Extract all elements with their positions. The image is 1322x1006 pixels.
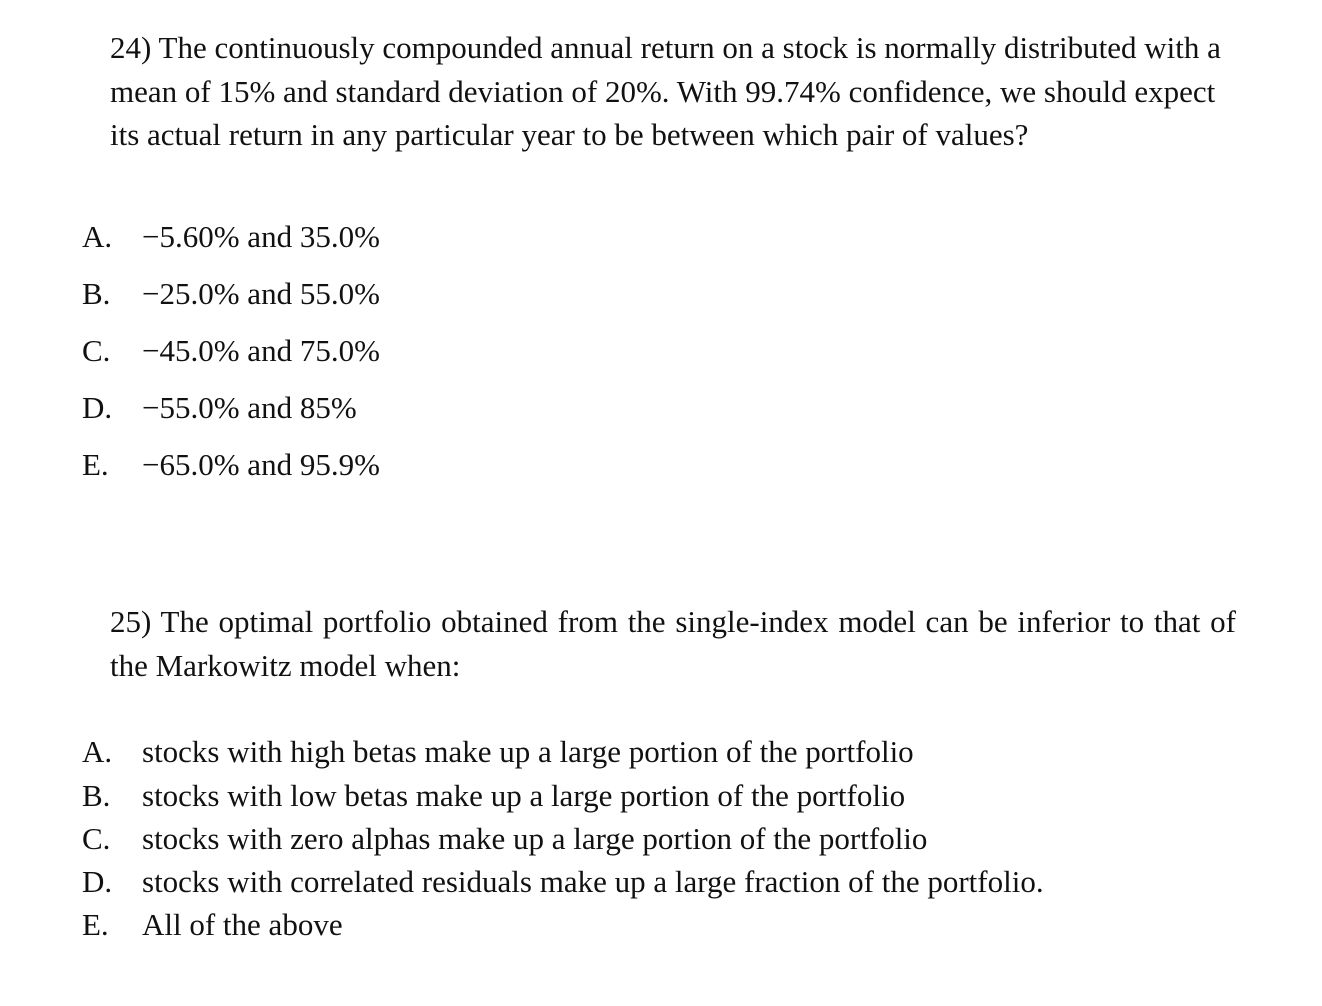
- option-letter: C.: [82, 333, 111, 368]
- option-letter: E.: [82, 447, 109, 482]
- question-25-option-c[interactable]: [82, 819, 927, 859]
- question-25-stem: 25) The optimal portfolio obtained from the single-index model can be inferior to that of the Markowitz model when:: [110, 604, 1236, 683]
- option-text: stocks with low betas make up a large portion of the portfolio: [142, 778, 906, 813]
- option-text: −25.0% and 55.0%: [142, 276, 380, 311]
- option-text: −65.0% and 95.9%: [142, 447, 380, 482]
- option-letter: B.: [82, 276, 111, 311]
- question-25-option-e[interactable]: [82, 905, 343, 945]
- question-24-option-b[interactable]: [82, 274, 380, 314]
- question-24-option-a[interactable]: [82, 217, 380, 257]
- question-25-option-b[interactable]: [82, 776, 905, 816]
- option-text: stocks with zero alphas make up a large portion of the portfolio: [142, 821, 928, 856]
- question-25-option-a[interactable]: [82, 732, 914, 772]
- question-25-option-d[interactable]: [82, 862, 1044, 902]
- question-24-option-c[interactable]: [82, 331, 380, 371]
- option-letter: D.: [82, 390, 113, 425]
- option-letter: A.: [82, 734, 113, 769]
- option-letter: D.: [82, 864, 113, 899]
- option-letter: B.: [82, 778, 111, 813]
- question-24-stem: 24) The continuously compounded annual return on a stock is normally distributed with a mean of 15% and standard deviation of 20%. With 99.74% confidence, we should expect its actual return in any particular year to be between which pair of values?: [110, 30, 1221, 152]
- question-24-option-d[interactable]: [82, 388, 357, 428]
- option-text: stocks with correlated residuals make up a large fraction of the portfolio.: [142, 864, 1044, 899]
- option-letter: C.: [82, 821, 111, 856]
- option-letter: E.: [82, 907, 109, 942]
- option-text: −5.60% and 35.0%: [142, 219, 380, 254]
- option-text: stocks with high betas make up a large portion of the portfolio: [142, 734, 914, 769]
- option-letter: A.: [82, 219, 113, 254]
- option-text: All of the above: [142, 907, 343, 942]
- question-24-option-e[interactable]: [82, 445, 380, 485]
- option-text: −55.0% and 85%: [142, 390, 357, 425]
- option-text: −45.0% and 75.0%: [142, 333, 380, 368]
